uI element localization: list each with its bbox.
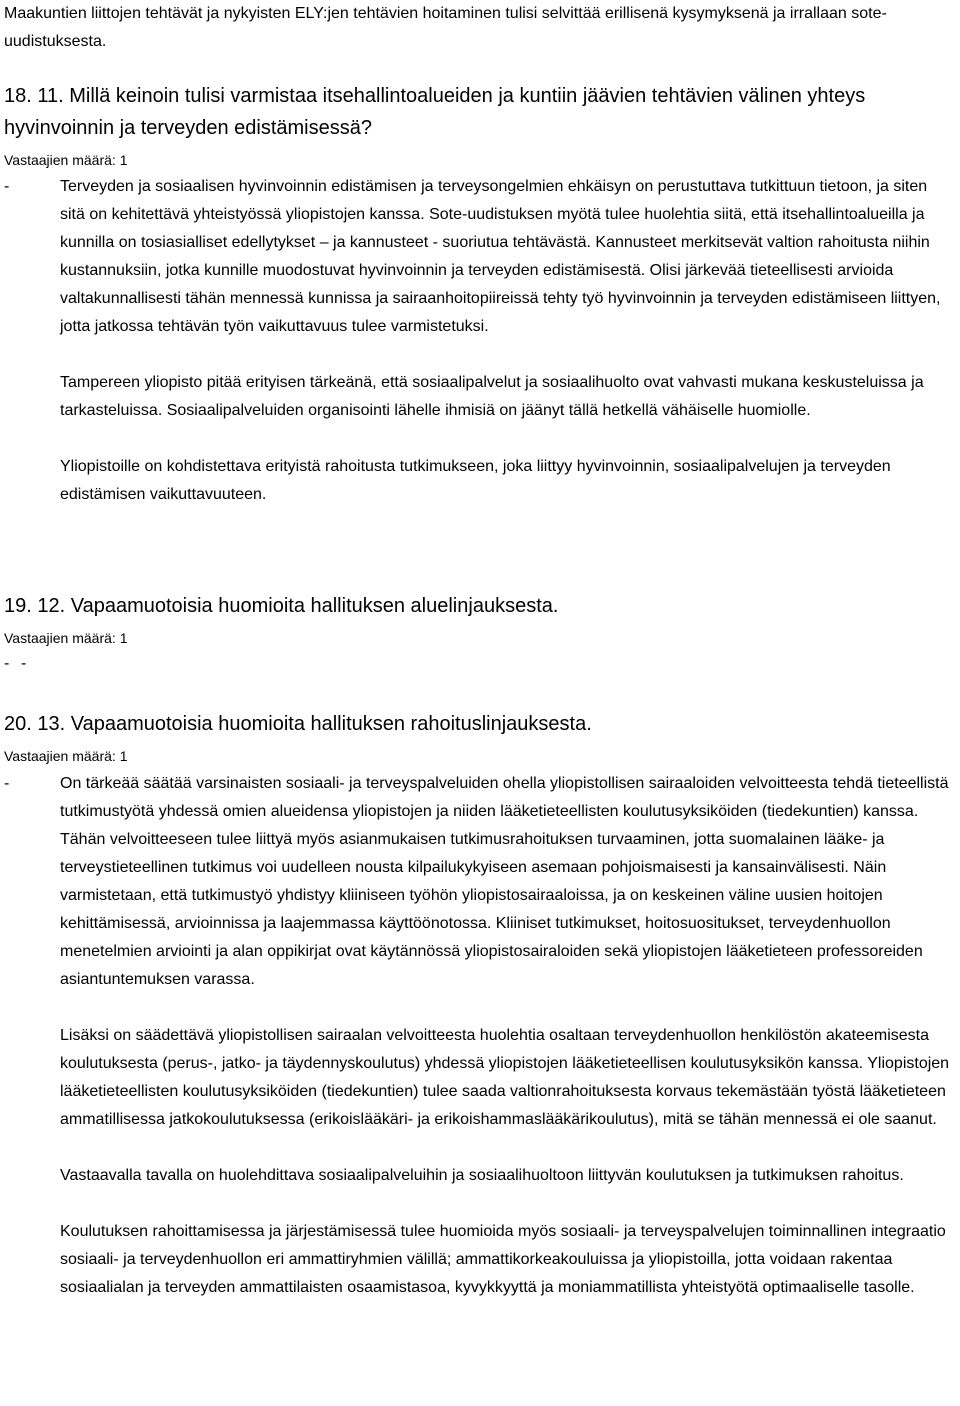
question-18-heading: 18. 11. Millä keinoin tulisi varmistaa itsehallintoalueiden ja kuntiin jäävien tehtävien välinen yhteys hyvinvoinnin ja terveyden edistämisessä? [4,85,866,139]
answer-paragraph: Terveyden ja sosiaalisen hyvinvoinnin edistämisen ja terveysongelmien ehkäisyn on perustuttava tutkittuun tietoon, ja siten sitä on kehitettävä yhteistyössä yliopistojen kanssa. Sote-uudistuksen myötä tulee huolehtia siitä, että itsehallintoalueilla ja kunnilla on tosiasialliset edellytykset – ja kannusteet - suoriutua tehtävästä. Kannusteet merkitsevät valtion rahoitusta niihin kustannuksiin, jotka kunnille muodostuvat hyvinvoinnin ja terveyden edistämisestä. Olisi järkevää tieteellisesti arvioida valtakunnallisesti tähän mennessä kunnissa ja sairaanhoitopiireissä tehty työ hyvinvoinnin ja terveyden edistämiseen liittyen, jotta jatkossa tehtävän työn vaikuttavuus tulee varmistetuksi. [60,178,941,335]
question-19-empty-answer [4,650,38,678]
question-20-heading: 20. 13. Vapaamuotoisia huomioita hallituksen rahoituslinjauksesta. [4,713,592,735]
question-18-answer [4,173,956,509]
answer-paragraph: Koulutuksen rahoittamisessa ja järjestämisessä tulee huomioida myös sosiaali- ja terveyspalvelujen toiminnallinen integraatio sosiaali- ja terveydenhuollon eri ammattiryhmien välillä; ammattikorkeakouluissa ja yliopistoilla, jotta voidaan rakentaa sosiaalialan ja terveyden ammattilaisten osaamistasoa, kyvykkyyttä ja moniammatillista yhteistyötä optimaaliselle tasolle. [60,1223,946,1296]
answer-dash: - [4,655,10,672]
question-19-heading: 19. 12. Vapaamuotoisia huomioita hallituksen aluelinjauksesta. [4,595,559,617]
answer-dash: - [4,178,10,195]
answer-paragraph: Yliopistoille on kohdistettava erityistä rahoitusta tutkimukseen, joka liittyy hyvinvoinnin, sosiaalipalvelujen ja terveyden edistämisen vaikuttavuuteen. [60,458,891,503]
intro-paragraph: Maakuntien liittojen tehtävät ja nykyisten ELY:jen tehtävien hoitaminen tulisi selvittää erillisenä kysymyksenä ja irrallaan sote-uudistuksesta. [4,5,887,50]
question-20-respondent-count: Vastaajien määrä: 1 [4,748,128,764]
question-20-answer [4,770,956,1302]
question-19-respondent-count: Vastaajien määrä: 1 [4,630,128,646]
question-18-respondent-count: Vastaajien määrä: 1 [4,152,128,168]
answer-paragraph: On tärkeää säätää varsinaisten sosiaali- ja terveyspalveluiden ohella yliopistollisen sairaaloiden velvoitteesta tehdä tieteellistä tutkimustyötä yhdessä omien alueidensa yliopistojen ja niiden lääketieteellisten koulutusyksiköiden (tiedekuntien) kanssa. Tähän velvoitteeseen tulee liittyä myös asianmukaisen tutkimusrahoituksen turvaaminen, jotta suomalainen lääke- ja terveystieteellinen tutkimus voi uudelleen nousta kilpailukykyiseen asemaan pohjoismaisesti ja kansainvälisesti. Näin varmistetaan, että tutkimustyö yhdistyy kliiniseen työhön yliopistosairaaloissa, ja on keskeinen väline uusien hoitojen kehittämisessä, arvioinnissa ja laajemmassa käyttöönotossa. Kliiniset tutkimukset, hoitosuositukset, terveydenhuollon menetelmien arviointi ja alan oppikirjat ovat käytännössä yliopistosairaloiden sekä yliopistojen lääketieteen professoreiden asiantuntemuksen varassa. [60,775,949,988]
answer-paragraph: Lisäksi on säädettävä yliopistollisen sairaalan velvoitteesta huolehtia osaltaan terveydenhuollon henkilöstön akateemisesta koulutuksesta (perus-, jatko- ja täydennyskoulutus) yhdessä yliopistojen lääketieteellisen koulutusyksikön kanssa. Yliopistojen lääketieteellisten koulutusyksiköiden (tiedekuntien) tulee saada valtionrahoituksesta korvaus tekemästään työstä lääketieteen ammatillisessa jatkokoulutuksessa (erikoislääkäri- ja erikoishammaslääkärikoulutus), mitä se tähän mennessä ei ole saanut. [60,1027,950,1128]
answer-dash: - [21,655,27,672]
answer-paragraph: Vastaavalla tavalla on huolehdittava sosiaalipalveluihin ja sosiaalihuoltoon liittyvän koulutuksen ja tutkimuksen rahoitus. [60,1167,904,1184]
answer-dash: - [4,775,10,792]
answer-paragraph: Tampereen yliopisto pitää erityisen tärkeänä, että sosiaalipalvelut ja sosiaalihuolto ovat vahvasti mukana keskusteluissa ja tarkasteluissa. Sosiaalipalveluiden organisointi lähelle ihmisiä on jäänyt tällä hetkellä vähäiselle huomiolle. [60,374,924,419]
